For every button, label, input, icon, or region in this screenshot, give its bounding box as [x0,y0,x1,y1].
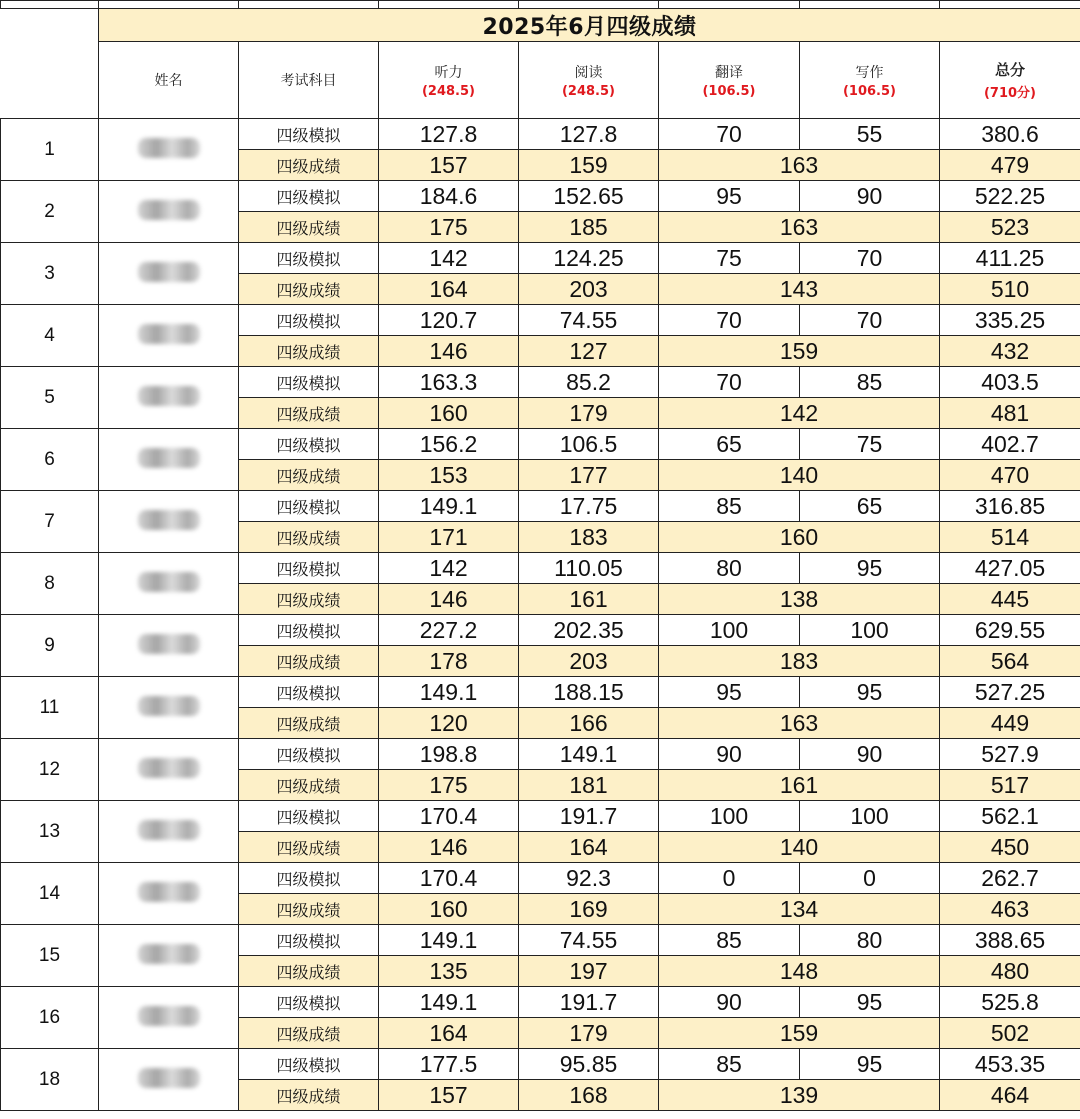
mock-writing: 55 [800,119,940,150]
row-index: 7 [1,491,99,553]
mock-total: 402.7 [940,429,1080,460]
mock-total: 411.25 [940,243,1080,274]
mock-listening: 227.2 [379,615,519,646]
student-name-redacted [99,553,239,615]
real-reading: 168 [519,1080,659,1111]
real-translation-writing: 142 [659,398,940,429]
mock-translation: 100 [659,801,800,832]
real-translation-writing: 161 [659,770,940,801]
mock-total: 562.1 [940,801,1080,832]
real-translation-writing: 159 [659,336,940,367]
mock-label: 四级模拟 [239,367,379,398]
table-row [1,491,1080,522]
table-row [1,863,1080,894]
mock-label: 四级模拟 [239,677,379,708]
row-index: 4 [1,305,99,367]
header-translation-max: (106.5) [702,83,756,99]
header-translation-label: 翻译 [715,64,743,81]
header-total-label: 总分 [994,61,1025,79]
mock-label: 四级模拟 [239,181,379,212]
real-total: 502 [940,1018,1080,1049]
mock-listening: 149.1 [379,491,519,522]
mock-label: 四级模拟 [239,429,379,460]
real-listening: 120 [379,708,519,739]
mock-label: 四级模拟 [239,615,379,646]
mock-writing: 95 [800,677,940,708]
mock-total: 262.7 [940,863,1080,894]
row-index: 11 [1,677,99,739]
mock-writing: 95 [800,987,940,1018]
real-listening: 175 [379,212,519,243]
redacted-name-blur [138,758,200,778]
mock-label: 四级模拟 [239,491,379,522]
real-listening: 146 [379,336,519,367]
mock-reading: 149.1 [519,739,659,770]
real-translation-writing: 143 [659,274,940,305]
mock-reading: 95.85 [519,1049,659,1080]
table-row [1,119,1080,150]
header-total [940,42,1080,119]
real-translation-writing: 138 [659,584,940,615]
row-index: 8 [1,553,99,615]
student-name-redacted [99,119,239,181]
mock-listening: 184.6 [379,181,519,212]
mock-writing: 70 [800,243,940,274]
mock-total: 388.65 [940,925,1080,956]
redacted-name-blur [138,944,200,964]
table-row [1,553,1080,584]
redacted-name-blur [138,138,200,158]
mock-translation: 70 [659,305,800,336]
real-translation-writing: 183 [659,646,940,677]
redacted-name-blur [138,262,200,282]
redacted-name-blur [138,386,200,406]
mock-listening: 163.3 [379,367,519,398]
real-label: 四级成绩 [239,1018,379,1049]
real-label: 四级成绩 [239,522,379,553]
real-translation-writing: 140 [659,460,940,491]
redacted-name-blur [138,634,200,654]
mock-translation: 85 [659,925,800,956]
header-writing-label: 写作 [855,64,884,81]
real-total: 480 [940,956,1080,987]
real-reading: 164 [519,832,659,863]
mock-total: 316.85 [940,491,1080,522]
mock-translation: 100 [659,615,800,646]
student-name-redacted [99,491,239,553]
redacted-name-blur [138,882,200,902]
real-total: 445 [940,584,1080,615]
real-listening: 160 [379,894,519,925]
mock-reading: 74.55 [519,925,659,956]
table-row [1,739,1080,770]
mock-listening: 170.4 [379,801,519,832]
mock-listening: 149.1 [379,677,519,708]
real-label: 四级成绩 [239,336,379,367]
mock-label: 四级模拟 [239,305,379,336]
mock-label: 四级模拟 [239,553,379,584]
mock-listening: 177.5 [379,1049,519,1080]
real-label: 四级成绩 [239,398,379,429]
mock-reading: 110.05 [519,553,659,584]
real-total: 470 [940,460,1080,491]
student-name-redacted [99,181,239,243]
table-title: 2025年6月四级成绩 [99,9,1080,42]
redacted-name-blur [138,200,200,220]
student-name-redacted [99,305,239,367]
header-total-max: (710分) [983,86,1037,101]
real-label: 四级成绩 [239,212,379,243]
real-label: 四级成绩 [239,708,379,739]
header-reading-label: 阅读 [574,64,603,81]
table-row [1,677,1080,708]
real-total: 450 [940,832,1080,863]
table-row [1,801,1080,832]
mock-total: 527.9 [940,739,1080,770]
mock-label: 四级模拟 [239,243,379,274]
table-row [1,367,1080,398]
mock-writing: 65 [800,491,940,522]
header-translation [659,42,800,119]
table-row [1,243,1080,274]
mock-reading: 74.55 [519,305,659,336]
real-reading: 203 [519,274,659,305]
real-translation-writing: 160 [659,522,940,553]
real-total: 481 [940,398,1080,429]
table-row [1,615,1080,646]
header-listening [379,42,519,119]
real-reading: 179 [519,1018,659,1049]
row-index: 12 [1,739,99,801]
mock-reading: 124.25 [519,243,659,274]
mock-total: 522.25 [940,181,1080,212]
real-listening: 164 [379,274,519,305]
real-translation-writing: 148 [659,956,940,987]
student-name-redacted [99,739,239,801]
header-reading-max: (248.5) [561,83,615,99]
real-label: 四级成绩 [239,832,379,863]
mock-writing: 75 [800,429,940,460]
mock-listening: 149.1 [379,987,519,1018]
real-reading: 203 [519,646,659,677]
student-name-redacted [99,429,239,491]
real-reading: 169 [519,894,659,925]
real-total: 464 [940,1080,1080,1111]
mock-writing: 100 [800,615,940,646]
mock-translation: 85 [659,491,800,522]
student-name-redacted [99,615,239,677]
real-listening: 160 [379,398,519,429]
real-reading: 159 [519,150,659,181]
real-total: 523 [940,212,1080,243]
header-reading [519,42,659,119]
row-index: 18 [1,1049,99,1111]
mock-reading: 106.5 [519,429,659,460]
mock-total: 525.8 [940,987,1080,1018]
mock-writing: 85 [800,367,940,398]
real-label: 四级成绩 [239,646,379,677]
row-index: 3 [1,243,99,305]
row-index: 9 [1,615,99,677]
mock-reading: 127.8 [519,119,659,150]
mock-translation: 80 [659,553,800,584]
mock-writing: 100 [800,801,940,832]
mock-label: 四级模拟 [239,863,379,894]
student-name-redacted [99,367,239,429]
header-name: 姓名 [99,42,239,119]
mock-translation: 95 [659,677,800,708]
real-listening: 146 [379,832,519,863]
real-listening: 175 [379,770,519,801]
real-total: 514 [940,522,1080,553]
real-label: 四级成绩 [239,894,379,925]
real-listening: 164 [379,1018,519,1049]
mock-translation: 95 [659,181,800,212]
real-total: 449 [940,708,1080,739]
mock-reading: 202.35 [519,615,659,646]
row-index: 16 [1,987,99,1049]
real-reading: 185 [519,212,659,243]
mock-listening: 198.8 [379,739,519,770]
header-row [1,42,1080,119]
table-row [1,305,1080,336]
mock-total: 335.25 [940,305,1080,336]
mock-label: 四级模拟 [239,801,379,832]
mock-total: 403.5 [940,367,1080,398]
redacted-name-blur [138,510,200,530]
real-translation-writing: 159 [659,1018,940,1049]
real-translation-writing: 163 [659,150,940,181]
real-total: 510 [940,274,1080,305]
student-name-redacted [99,987,239,1049]
real-translation-writing: 163 [659,212,940,243]
row-index: 5 [1,367,99,429]
table-row [1,429,1080,460]
header-listening-label: 听力 [434,64,463,81]
student-name-redacted [99,863,239,925]
mock-reading: 152.65 [519,181,659,212]
mock-translation: 0 [659,863,800,894]
real-total: 463 [940,894,1080,925]
redacted-name-blur [138,1068,200,1088]
real-translation-writing: 140 [659,832,940,863]
real-reading: 197 [519,956,659,987]
mock-listening: 149.1 [379,925,519,956]
header-blank-cell [1,42,99,119]
table-row [1,925,1080,956]
table-row [1,987,1080,1018]
redacted-name-blur [138,324,200,344]
mock-label: 四级模拟 [239,987,379,1018]
student-name-redacted [99,1049,239,1111]
mock-translation: 90 [659,739,800,770]
row-index: 6 [1,429,99,491]
row-index: 14 [1,863,99,925]
corner-cell [1,9,99,42]
real-reading: 179 [519,398,659,429]
mock-listening: 170.4 [379,863,519,894]
real-listening: 171 [379,522,519,553]
redacted-name-blur [138,1006,200,1026]
real-label: 四级成绩 [239,274,379,305]
mock-total: 527.25 [940,677,1080,708]
mock-writing: 95 [800,553,940,584]
redacted-name-blur [138,572,200,592]
real-label: 四级成绩 [239,584,379,615]
real-reading: 177 [519,460,659,491]
student-name-redacted [99,801,239,863]
mock-translation: 75 [659,243,800,274]
row-index: 1 [1,119,99,181]
mock-translation: 90 [659,987,800,1018]
real-reading: 183 [519,522,659,553]
row-index: 15 [1,925,99,987]
redacted-name-blur [138,696,200,716]
mock-listening: 142 [379,243,519,274]
real-label: 四级成绩 [239,150,379,181]
mock-total: 427.05 [940,553,1080,584]
mock-writing: 80 [800,925,940,956]
mock-label: 四级模拟 [239,119,379,150]
real-total: 479 [940,150,1080,181]
mock-translation: 70 [659,367,800,398]
mock-writing: 90 [800,739,940,770]
mock-reading: 92.3 [519,863,659,894]
real-listening: 157 [379,1080,519,1111]
mock-total: 380.6 [940,119,1080,150]
student-name-redacted [99,925,239,987]
real-label: 四级成绩 [239,770,379,801]
real-listening: 135 [379,956,519,987]
mock-reading: 85.2 [519,367,659,398]
mock-reading: 191.7 [519,801,659,832]
mock-listening: 142 [379,553,519,584]
mock-writing: 0 [800,863,940,894]
header-writing [800,42,940,119]
table-row [1,1049,1080,1080]
mock-label: 四级模拟 [239,1049,379,1080]
mock-total: 629.55 [940,615,1080,646]
redacted-name-blur [138,820,200,840]
real-translation-writing: 139 [659,1080,940,1111]
mock-translation: 85 [659,1049,800,1080]
real-listening: 146 [379,584,519,615]
real-reading: 161 [519,584,659,615]
mock-writing: 70 [800,305,940,336]
real-reading: 166 [519,708,659,739]
header-listening-max: (248.5) [421,83,475,99]
real-total: 564 [940,646,1080,677]
real-label: 四级成绩 [239,1080,379,1111]
real-reading: 127 [519,336,659,367]
mock-listening: 120.7 [379,305,519,336]
real-listening: 153 [379,460,519,491]
mock-label: 四级模拟 [239,925,379,956]
real-reading: 181 [519,770,659,801]
mock-writing: 95 [800,1049,940,1080]
mock-reading: 188.15 [519,677,659,708]
mock-writing: 90 [800,181,940,212]
real-total: 517 [940,770,1080,801]
mock-listening: 127.8 [379,119,519,150]
real-translation-writing: 163 [659,708,940,739]
student-name-redacted [99,243,239,305]
mock-listening: 156.2 [379,429,519,460]
real-label: 四级成绩 [239,956,379,987]
table-row [1,181,1080,212]
real-label: 四级成绩 [239,460,379,491]
redacted-name-blur [138,448,200,468]
real-total: 432 [940,336,1080,367]
header-writing-max: (106.5) [842,83,896,99]
real-listening: 157 [379,150,519,181]
mock-total: 453.35 [940,1049,1080,1080]
mock-reading: 17.75 [519,491,659,522]
mock-reading: 191.7 [519,987,659,1018]
real-listening: 178 [379,646,519,677]
row-index: 2 [1,181,99,243]
student-name-redacted [99,677,239,739]
row-index: 13 [1,801,99,863]
header-subject: 考试科目 [239,42,379,119]
top-strip [1,1,1080,9]
mock-translation: 65 [659,429,800,460]
mock-label: 四级模拟 [239,739,379,770]
real-translation-writing: 134 [659,894,940,925]
mock-translation: 70 [659,119,800,150]
